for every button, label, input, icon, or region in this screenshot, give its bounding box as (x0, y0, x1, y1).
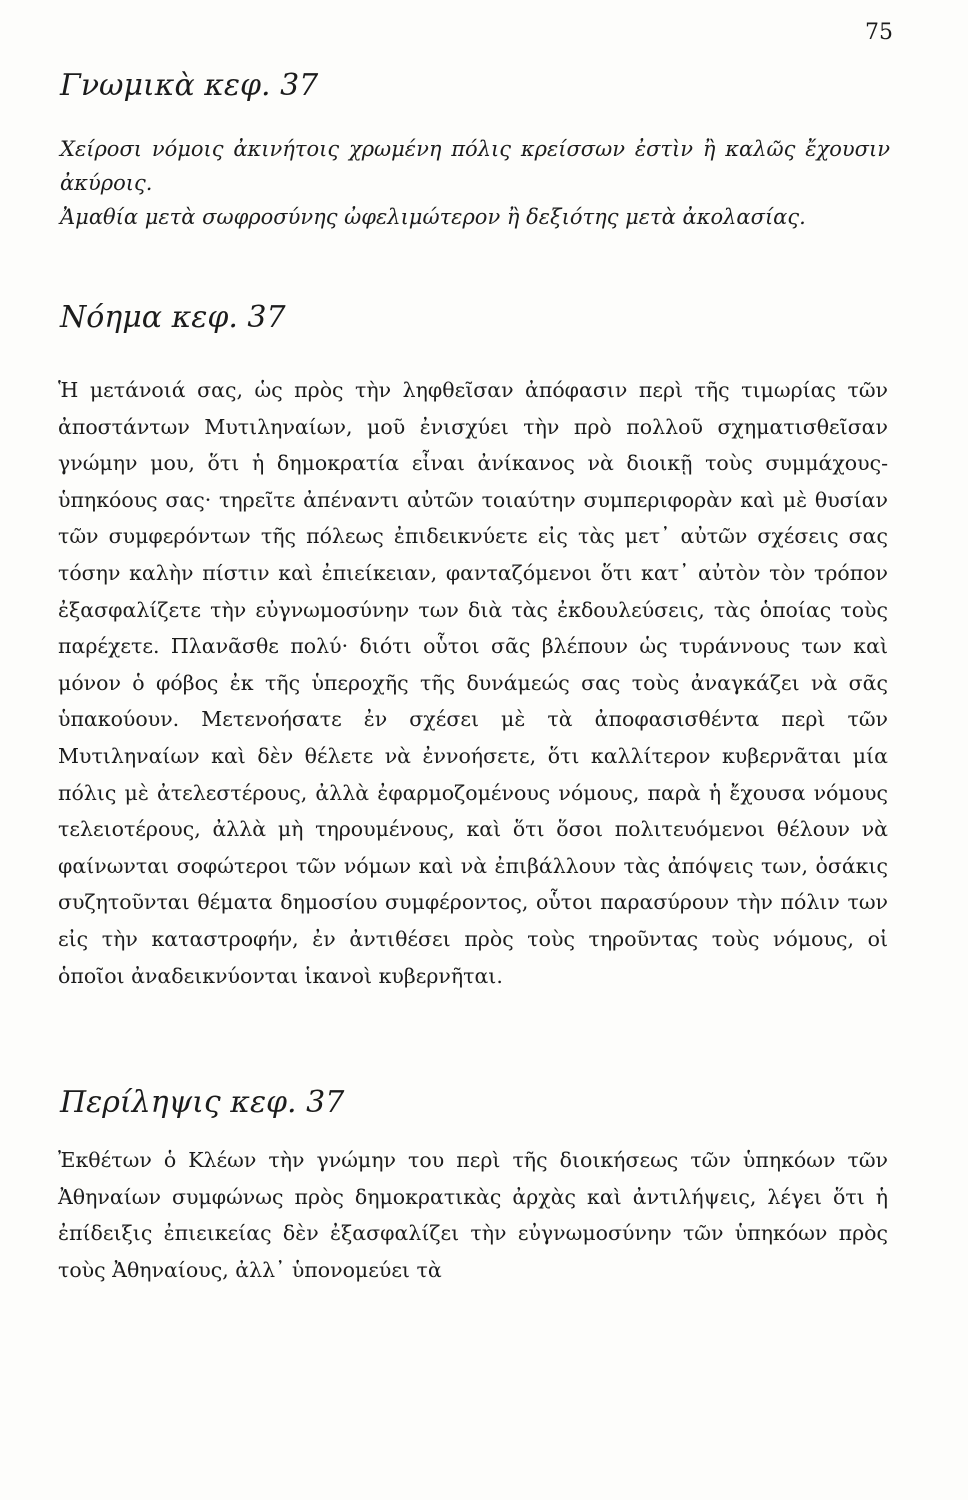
noima-paragraph: Ἡ μετάνοιά σας, ὡς πρὸς τὴν ληφθεῖσαν ἀπόφασιν περὶ τῆς τιμωρίας τῶν ἀποστάντων Μυτιληναίων, μοῦ ἐνισχύει τὴν πρὸ πολλοῦ σχηματισθεῖσαν γνώμην μου, ὅτι ἡ δημοκρατία εἶναι ἀνίκανος νὰ διοικῇ τοὺς συμμάχους-ὑπηκόους σας· τηρεῖτε ἀπέναντι αὐτῶν τοιαύτην συμπεριφορὰν καὶ μὲ θυσίαν τῶν συμφερόντων τῆς πόλεως ἐπιδεικνύετε εἰς τὰς μετ᾽ αὐτῶν σχέσεις σας τόσην καλὴν πίστιν καὶ ἐπιείκειαν, φανταζόμενοι ὅτι κατ᾽ αὐτὸν τὸν τρόπον ἐξασφαλίζετε τὴν εὐγνωμοσύνην των διὰ τὰς ἐκδουλεύσεις, τὰς ὁποίας τοὺς παρέχετε. Πλανᾶσθε πολύ· διότι οὗτοι σᾶς βλέπουν ὡς τυράννους των καὶ μόνον ὁ φόβος ἐκ τῆς ὑπεροχῆς τῆς δυνάμεώς σας τοὺς ἀναγκάζει νὰ σᾶς ὑπακούουν. Μετενοήσατε ἐν σχέσει μὲ τὰ ἀποφασισθέντα περὶ τῶν Μυτιληναίων καὶ δὲν θέλετε νὰ ἐννοήσετε, ὅτι καλλίτερον κυβερνᾶται μία πόλις μὲ ἀτελεστέρους, ἀλλὰ ἐφαρμοζομένους νόμους, παρὰ ἡ ἔχουσα νόμους τελειοτέρους, ἀλλὰ μὴ τηρουμένους, καὶ ὅτι ὅσοι πολιτευόμενοι θέλουν νὰ φαίνωνται σοφώτεροι τῶν νόμων καὶ νὰ ἐπιβάλλουν τὰς ἀπόψεις των, ὁσάκις συζητοῦνται θέματα δημοσίου συμφέροντος, οὗτοι παρασύρουν τὴν πόλιν των εἰς τὴν καταστροφήν, ἐν ἀντιθέσει πρὸς τοὺς τηροῦντας τοὺς νόμους, οἱ ὁποῖοι ἀναδεικνύονται ἱκανοὶ κυβερνῆται. (58, 378, 888, 988)
gnomika-heading: Γνωμικὰ κεφ. 37 (60, 68, 319, 103)
page-number: 75 (865, 20, 893, 45)
perilipsis-paragraph: Ἐκθέτων ὁ Κλέων τὴν γνώμην του περὶ τῆς διοικήσεως τῶν ὑπηκόων τῶν Ἀθηναίων συμφώνως πρὸς δημοκρατικὰς ἀρχὰς καὶ ἀντιλήψεις, λέγει ὅτι ἡ ἐπίδειξις ἐπιεικείας δὲν ἐξασφαλίζει τὴν εὐγνωμοσύνην τῶν ὑπηκόων πρὸς τοὺς Ἀθηναίους, ἀλλ᾽ ὑπονομεύει τὰ (58, 1148, 888, 1282)
noima-heading: Νόημα κεφ. 37 (60, 300, 286, 335)
gnomika-quotes (60, 132, 890, 234)
perilipsis-heading: Περίληψις κεφ. 37 (60, 1085, 345, 1120)
gnomika-quote-1: Χείροσι νόμοις ἀκινήτοις χρωμένη πόλις κρείσσων ἐστὶν ἢ καλῶς ἔχουσιν ἀκύροις. (60, 137, 890, 196)
gnomika-quote-2: Ἀμαθία μετὰ σωφροσύνης ὠφελιμώτερον ἢ δεξιότης μετὰ ἀκολασίας. (60, 205, 806, 230)
